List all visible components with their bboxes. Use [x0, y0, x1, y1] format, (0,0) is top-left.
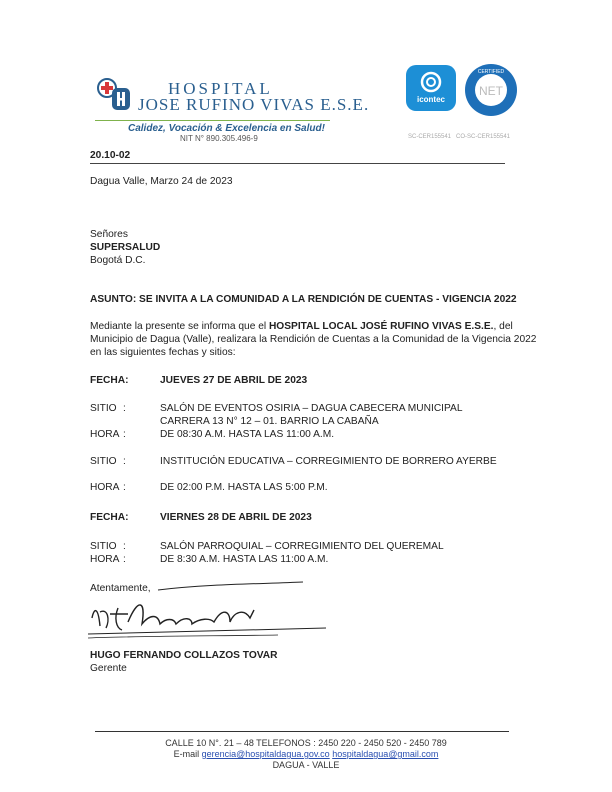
body-paragraph-line1: [90, 321, 513, 332]
subject: ASUNTO: SE INVITA A LA COMUNIDAD A LA RENDICIÓN DE CUENTAS - VIGENCIA 2022: [90, 294, 517, 305]
hora-value-2: DE 02:00 P.M. HASTA LAS 5:00 P.M.: [160, 482, 328, 493]
hora-label-1: HORA: [90, 429, 120, 440]
fecha-value-1: JUEVES 27 DE ABRIL DE 2023: [160, 375, 308, 386]
closing: Atentamente,: [90, 583, 151, 594]
salutation: Señores: [90, 229, 128, 240]
sitio-value-1a: SALÓN DE EVENTOS OSIRIA – DAGUA CABECERA MUNICIPAL: [160, 403, 463, 414]
sitio-colon-2: :: [123, 456, 126, 467]
hora-label-2: HORA: [90, 482, 120, 493]
body-paragraph-line3: en las siguientes fechas y sitios:: [90, 347, 236, 358]
footer-city: DAGUA - VALLE: [272, 760, 340, 770]
icontec-icon: [406, 65, 456, 111]
footer-email-label: E-mail: [173, 749, 200, 759]
icontec-logo: [406, 65, 456, 125]
cert-number: SC-CER155541: [408, 134, 452, 140]
letterhead-divider: [95, 120, 330, 121]
sitio-label-2: SITIO: [90, 456, 117, 467]
hora-value-3: DE 8:30 A.M. HASTA LAS 11:00 A.M.: [160, 554, 329, 565]
footer-divider: [95, 731, 509, 732]
body-line1-end: , del: [493, 321, 513, 332]
seal-net-text: NET: [479, 84, 503, 98]
icontec-label: icontec: [416, 95, 445, 104]
recipient-city: Bogotá D.C.: [90, 255, 146, 266]
hora-value-1: DE 08:30 A.M. HASTA LAS 11:00 A.M.: [160, 429, 335, 440]
hospital-slogan: Calidez, Vocación & Excelencia en Salud!: [128, 123, 325, 134]
reference-underline: [90, 163, 505, 164]
fecha-label-2: FECHA:: [90, 512, 129, 523]
fecha-value-2: VIERNES 28 DE ABRIL DE 2023: [160, 512, 312, 523]
hospital-nit: NIT N° 890.305.496-9: [180, 134, 258, 143]
sitio-label-1: SITIO: [90, 403, 117, 414]
body-hospital-name: HOSPITAL LOCAL JOSÉ RUFINO VIVAS E.S.E.: [268, 321, 494, 332]
sitio-value-3: SALÓN PARROQUIAL – CORREGIMIENTO DEL QUEREMAL: [160, 541, 444, 552]
hora-colon-3: :: [123, 554, 126, 565]
sitio-colon-3: :: [123, 541, 126, 552]
cert2-number: CO-SC-CER155541: [456, 134, 511, 140]
sitio-label-3: SITIO: [90, 541, 117, 552]
body-paragraph-line2: Municipio de Dagua (Valle), realizara la Rendición de Cuentas a la Comunidad de la Vigencia 2022: [90, 334, 537, 345]
sitio-value-2: INSTITUCIÓN EDUCATIVA – CORREGIMIENTO DE BORRERO AYERBE: [160, 456, 497, 467]
footer-email-link-2[interactable]: hospitaldagua@gmail.com: [332, 749, 439, 759]
hora-colon-2: :: [123, 482, 126, 493]
signer-title: Gerente: [90, 663, 127, 674]
reference-code: 20.10-02: [90, 150, 131, 161]
certified-seal: [463, 62, 519, 118]
recipient: SUPERSALUD: [90, 242, 161, 253]
fecha-label-1: FECHA:: [90, 375, 129, 386]
seal-certified-text: CERTIFIED: [477, 69, 505, 75]
sitio-colon-1: :: [123, 403, 126, 414]
letter-date: Dagua Valle, Marzo 24 de 2023: [90, 176, 233, 187]
hospital-name-line1: HOSPITAL: [168, 79, 273, 98]
handwritten-signature-icon: [88, 578, 328, 640]
certified-seal-icon: [463, 62, 519, 118]
hospital-name-line2: JOSE RUFINO VIVAS E.S.E.: [138, 95, 370, 114]
footer-email-link-1[interactable]: gerencia@hospitaldagua.gov.co: [201, 749, 330, 759]
sitio-value-1b: CARRERA 13 N° 12 – 01. BARRIO LA CABAÑA: [160, 416, 379, 427]
hora-label-3: HORA: [90, 554, 120, 565]
footer-email-line: [0, 749, 612, 759]
body-line1-start: Mediante la presente se informa que el: [90, 321, 269, 332]
signature: [88, 578, 328, 640]
hospital-logo: [96, 78, 136, 114]
hora-colon-1: :: [123, 429, 126, 440]
footer-address: CALLE 10 N°. 21 – 48 TELEFONOS : 2450 220 - 2450 520 - 2450 789: [165, 738, 447, 748]
hospital-logo-icon: [96, 78, 136, 114]
signer-name: HUGO FERNANDO COLLAZOS TOVAR: [90, 650, 278, 661]
